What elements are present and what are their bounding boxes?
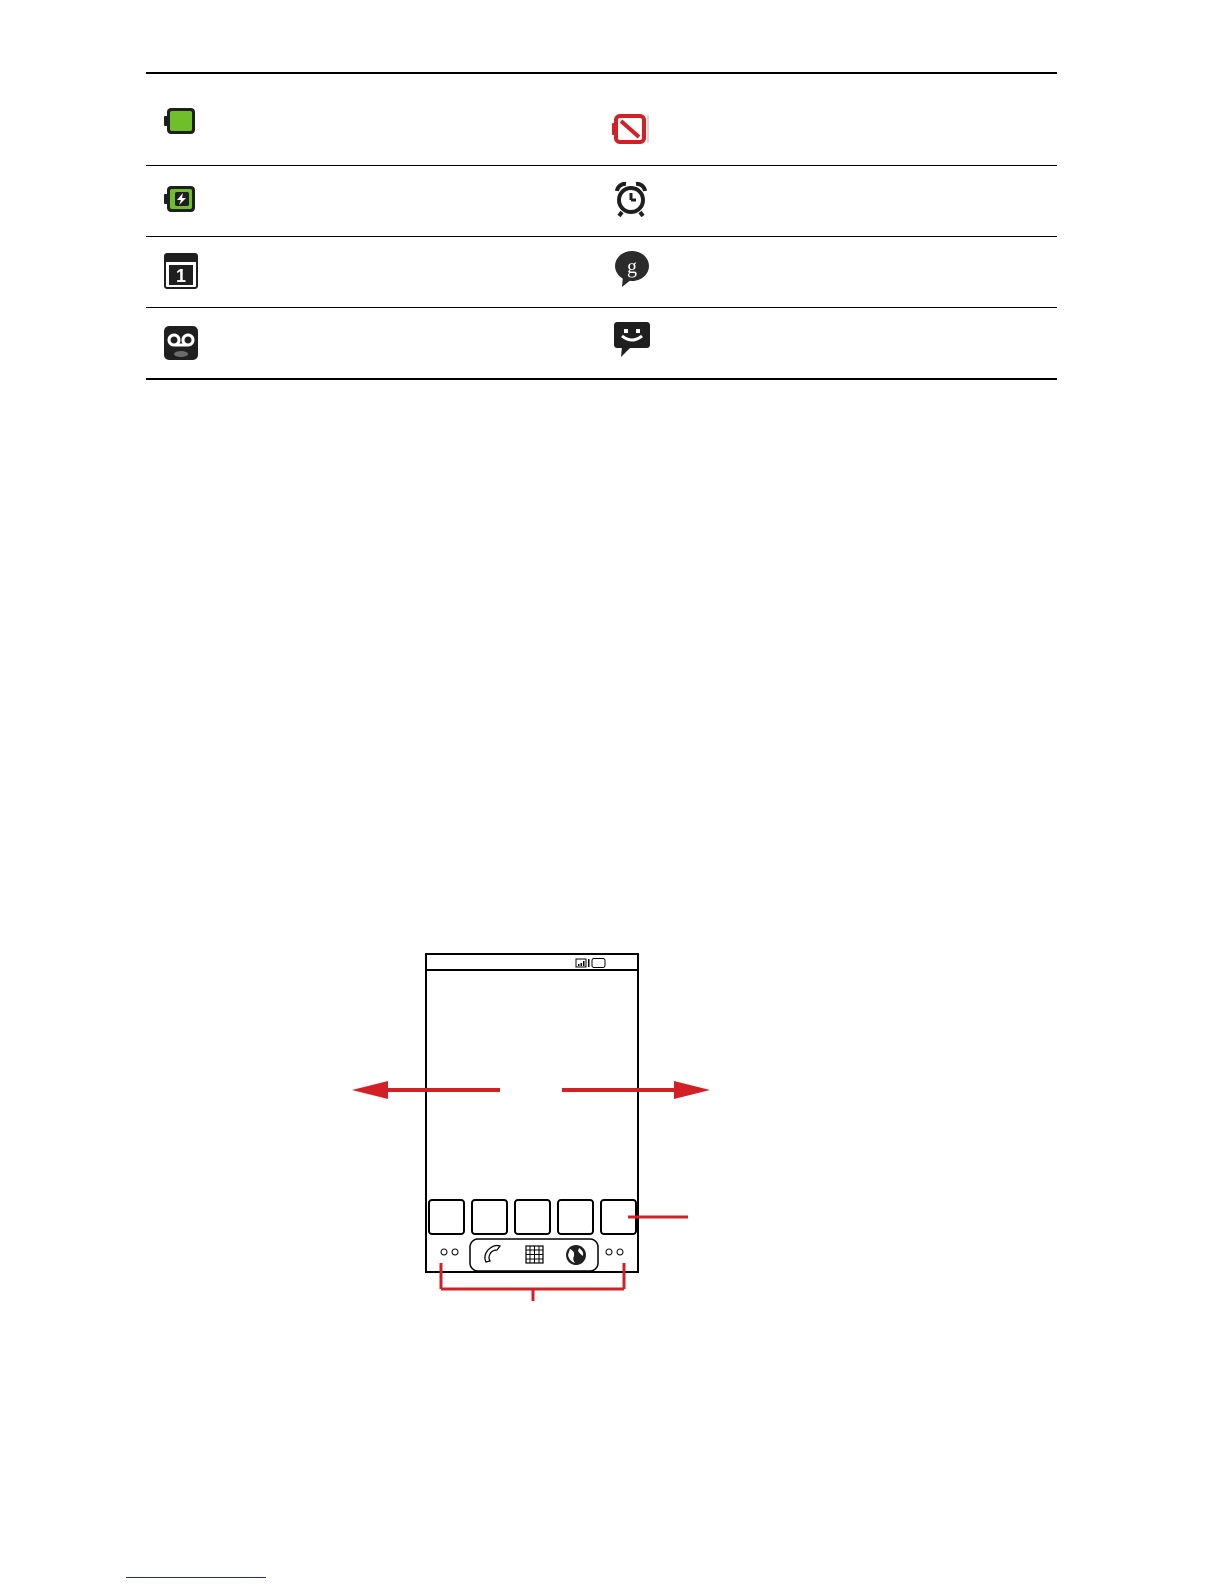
phone-screen-outline (426, 954, 638, 1272)
svg-text:1: 1 (175, 266, 187, 286)
svg-text:g: g (627, 256, 637, 278)
footer-link-underline (126, 1577, 266, 1578)
browser-globe-icon (566, 1245, 586, 1265)
